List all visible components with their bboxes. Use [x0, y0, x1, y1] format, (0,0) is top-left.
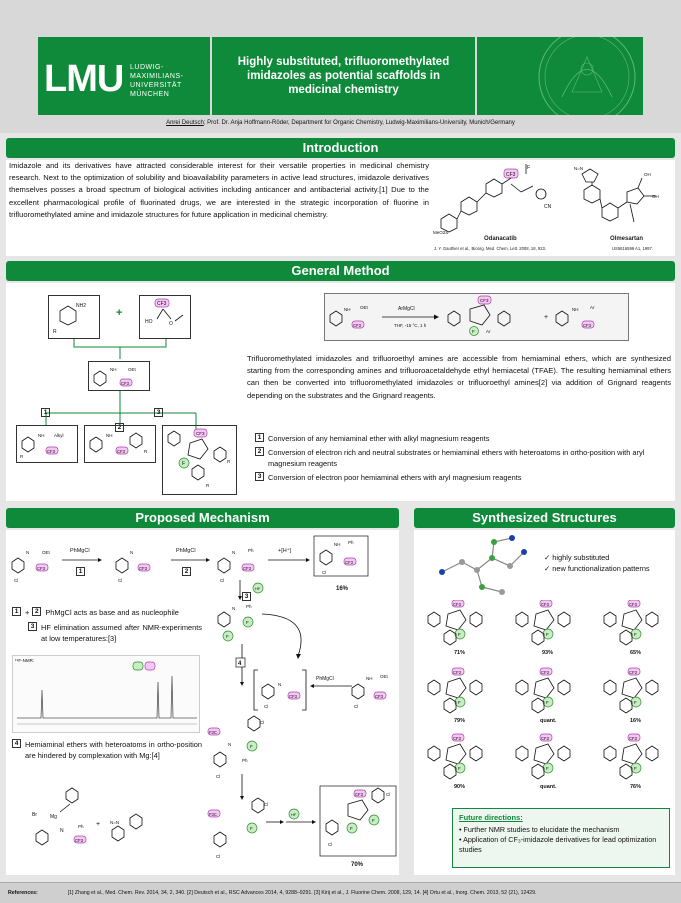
introduction-text: Imidazole and its derivatives have attracted considerable interest for their versatile properties in medicinal chemistry research. Next to the optimization of solubility and bioavailability parameters in active lead structures, imidazole derivatives themselves posses a broad spectrum of biological activities including anticancer and antibacterial activity.[1] Due to the excellent pharmacological profile of fluorinated drugs, we are interested in the strategic incorporation of fluorine in trifluoromethylated amine and imidazole structures for future application in medicinal chemistry. — [9, 161, 429, 219]
svg-text:Cl: Cl — [220, 578, 225, 583]
yield-1: 71% — [454, 650, 466, 656]
svg-text:F: F — [226, 634, 229, 639]
future-directions-box — [452, 808, 670, 868]
svg-text:CF3: CF3 — [121, 381, 129, 386]
synthesized-heading: Synthesized Structures — [414, 508, 675, 528]
step2-num: 2 — [182, 560, 195, 578]
step2-reagent: PhMgCl — [176, 548, 196, 554]
yield-bottom: 70% — [351, 862, 364, 868]
product-aryl-structure — [86, 427, 154, 461]
svg-text:CF3: CF3 — [75, 838, 83, 843]
svg-text:F: F — [458, 632, 461, 637]
svg-text:CF3: CF3 — [375, 694, 383, 699]
poster-title: Highly substituted, trifluoromethylated imidazoles as potential scaffolds in medicinal chemistry — [237, 56, 450, 96]
svg-text:F: F — [250, 826, 253, 831]
svg-text:HF: HF — [291, 812, 297, 817]
svg-text:Cl: Cl — [260, 720, 265, 725]
svg-text:F: F — [527, 165, 531, 171]
synthesized-panel — [414, 530, 675, 875]
product-alkyl-structure — [18, 427, 76, 461]
svg-text:F3C: F3C — [209, 812, 217, 817]
svg-text:CF3: CF3 — [243, 566, 251, 571]
svg-text:+: + — [544, 314, 549, 321]
svg-text:CF3: CF3 — [289, 694, 297, 699]
svg-text:CF3: CF3 — [506, 172, 516, 178]
svg-text:CF3: CF3 — [139, 566, 147, 571]
mechanism-note-1: 1 + 2 PhMgCl acts as base and as nucleophile — [12, 607, 202, 618]
step1-num: 1 — [76, 560, 89, 578]
svg-text:N: N — [228, 742, 232, 747]
svg-text:Cl: Cl — [118, 578, 123, 583]
svg-text:N: N — [60, 828, 64, 834]
yield-4: 79% — [454, 718, 466, 724]
svg-text:Cl: Cl — [354, 704, 359, 709]
svg-text:NH2: NH2 — [76, 303, 87, 309]
svg-text:N=N: N=N — [110, 820, 120, 825]
university-name: LUDWIG- MAXIMILIANS- UNIVERSITÄT MÜNCHEN — [130, 64, 184, 98]
method-item-2: 2 Conversion of electron rich and neutral substrates or hemiaminal ethers with heteroatoms in ortho-position with aryl magnesium reagents — [255, 447, 665, 469]
lmu-logo: LMU — [44, 58, 124, 100]
mechanism-heading: Proposed Mechanism — [6, 508, 399, 528]
mechanism-note-3: 4 Hemiaminal ethers with heteroatoms in ortho-position are hindered by complexation with Mg:[4] — [12, 739, 202, 761]
future-item-2: • Application of CF₃-imidazole derivatives for lead optimization studies — [459, 835, 657, 854]
svg-text:CF3: CF3 — [583, 323, 591, 328]
svg-text:CF3: CF3 — [117, 449, 125, 454]
svg-text:Cl: Cl — [14, 578, 19, 583]
seal-block — [477, 37, 643, 115]
svg-text:OEt: OEt — [128, 367, 136, 372]
svg-text:OH: OH — [644, 172, 651, 177]
reaction-reagent: ArMgCl — [398, 306, 415, 312]
drug1-name: Odanacatib — [484, 236, 517, 242]
svg-text:HF: HF — [255, 586, 261, 591]
svg-text:R: R — [20, 454, 24, 459]
authors-line: Anrei Deutsch; Prof. Dr. Anja Hoffmann-Röder, Department for Organic Chemistry, Ludwig-Maximilians-University, Munich/Germany — [166, 120, 515, 126]
nmr-spectrum — [12, 655, 200, 733]
svg-text:OEt: OEt — [42, 550, 50, 555]
step3-num: 3 — [242, 585, 255, 603]
svg-text:N: N — [232, 606, 236, 611]
path-num-1: 1 — [41, 401, 54, 419]
svg-text:Cl: Cl — [216, 774, 221, 779]
grignard-reaction-scheme — [326, 295, 626, 339]
svg-text:NH: NH — [110, 367, 117, 372]
svg-text:Mg: Mg — [50, 814, 57, 820]
mechanism-panel — [6, 530, 399, 875]
svg-text:Cl: Cl — [216, 854, 221, 859]
svg-text:Cl: Cl — [264, 704, 269, 709]
svg-text:NH: NH — [38, 433, 45, 438]
svg-text:CF3: CF3 — [47, 449, 55, 454]
svg-text:F: F — [182, 461, 186, 467]
yield-8: quant. — [540, 784, 557, 790]
reaction-conditions: THF, -15 °C, 1 h — [394, 323, 427, 328]
svg-text:4: 4 — [238, 661, 242, 667]
svg-text:Ph: Ph — [242, 758, 248, 763]
mechanism-center-column — [202, 596, 398, 874]
drug1-ref: J. Y. Gauthier et al., Bioorg. Med. Chem. Lett. 2008, 18, 923. — [434, 246, 547, 251]
general-method-text: Trifluoromethylated imidazoles and trifluoroethyl amines are accessible from hemiaminal ethers, which are synthesized starting from the corresponding amines and trifluoroacetaldehyde ethyl hemiacetal (TFAE). The resulting hemiaminal ethers can then be converted into trifluoromethylated imidazoles or trifluoroethyl amines[2] via addition of Grignard reagents depending on the substrates and the Grignard reagents. — [247, 354, 671, 400]
svg-text:NH: NH — [572, 307, 579, 312]
olmesartan-structure — [572, 164, 672, 236]
svg-text:+: + — [96, 821, 101, 828]
svg-text:NH: NH — [366, 676, 373, 681]
odanacatib-structure — [431, 164, 556, 234]
nmr-label: ¹⁹F-NMR: — [15, 658, 35, 663]
synth-bullet-1: ✓ highly substituted — [544, 553, 610, 562]
logo-block — [38, 37, 210, 115]
svg-text:NH: NH — [334, 542, 341, 547]
step1-reagent: PhMgCl — [70, 548, 90, 554]
svg-text:Cl: Cl — [322, 570, 327, 575]
drug2-ref: US5616599 A1, 1997. — [612, 246, 653, 251]
svg-text:Cl: Cl — [386, 792, 391, 797]
future-title: Future directions: — [459, 813, 523, 822]
svg-text:Br: Br — [32, 812, 37, 818]
svg-text:CF3: CF3 — [355, 792, 363, 797]
yield-6: 16% — [630, 718, 642, 724]
mg-complex-structure — [16, 784, 196, 856]
title-block — [212, 37, 475, 115]
mechanism-note-2: 3 HF elimination assumed after NMR-experiments at low temperatures:[3] — [28, 622, 202, 644]
svg-text:OH: OH — [652, 194, 659, 199]
yield-7: 90% — [454, 784, 466, 790]
references-bar — [0, 882, 681, 903]
references-label: References: — [8, 890, 38, 896]
drug2-name: Olmesartan — [610, 236, 644, 242]
product-imidazole-structure — [164, 427, 236, 493]
svg-text:OEt: OEt — [360, 305, 368, 310]
proton-label: +[H⁺] — [278, 548, 292, 554]
svg-text:Cl: Cl — [264, 802, 269, 807]
method-item-3: 3 Conversion of electron poor hemiaminal ethers with aryl magnesium reagents — [255, 472, 665, 483]
yield-5: quant. — [540, 718, 557, 724]
svg-text:F: F — [372, 818, 375, 823]
svg-text:N: N — [232, 550, 236, 555]
yield-top: 16% — [336, 586, 349, 592]
yield-3: 65% — [630, 650, 642, 656]
yield-9: 76% — [630, 784, 642, 790]
svg-text:R: R — [53, 329, 57, 335]
introduction-heading: Introduction — [6, 138, 675, 158]
svg-text:HO: HO — [145, 319, 153, 325]
svg-text:NH: NH — [344, 307, 351, 312]
svg-text:CF3: CF3 — [157, 301, 167, 307]
svg-text:CF3: CF3 — [37, 566, 45, 571]
svg-text:R: R — [144, 449, 148, 454]
svg-text:F: F — [250, 744, 253, 749]
future-item-1: • Further NMR studies to elucidate the mechanism — [459, 825, 620, 834]
svg-text:Ph: Ph — [246, 604, 252, 609]
svg-text:CF3: CF3 — [353, 323, 361, 328]
synth-bullets — [544, 552, 650, 574]
svg-text:CN: CN — [544, 204, 552, 210]
svg-text:CF3: CF3 — [196, 431, 205, 436]
svg-text:O: O — [169, 321, 173, 327]
svg-text:CF3: CF3 — [345, 560, 353, 565]
svg-text:OEt: OEt — [380, 674, 388, 679]
nmr-trace — [13, 656, 201, 734]
svg-text:R: R — [227, 459, 231, 464]
svg-text:Ph: Ph — [348, 540, 354, 545]
hemiaminal-structure — [90, 361, 148, 391]
svg-text:MeO2S: MeO2S — [433, 230, 449, 234]
svg-text:NH: NH — [106, 433, 113, 438]
general-method-panel — [6, 283, 675, 501]
svg-text:F: F — [350, 826, 353, 831]
general-method-heading: General Method — [6, 261, 675, 281]
method-item-1: 1 Conversion of any hemiaminal ether with alkyl magnesium reagents — [255, 433, 665, 444]
svg-text:Cl: Cl — [328, 842, 333, 847]
svg-text:Ph: Ph — [78, 824, 84, 829]
svg-text:F3C: F3C — [209, 730, 217, 735]
svg-text:Ph: Ph — [248, 548, 254, 553]
method-list — [255, 433, 665, 483]
svg-text:Ar: Ar — [486, 329, 491, 334]
svg-text:CF3: CF3 — [480, 298, 489, 303]
svg-text:Alkyl: Alkyl — [54, 433, 64, 438]
university-seal-icon — [477, 37, 643, 115]
svg-text:PhMgCl: PhMgCl — [316, 676, 334, 682]
yield-2: 93% — [542, 650, 554, 656]
references-text: [1] Zhang et al., Med. Chem. Rev. 2014, 34, 2, 340. [2] Deutsch et al., RSC Advances 2014, 4, 9288–9291. [3] Kirij et al., J. Fluorine Chem. 2008, 129, 14. [4] Ortu et al., Inorg. Chem. 2013, 52 (21), 12429. — [67, 890, 537, 896]
svg-text:F: F — [472, 329, 475, 334]
svg-text:N: N — [26, 550, 30, 555]
synth-bullet-2: ✓ new functionalization patterns — [544, 564, 650, 573]
plus-sign: + — [116, 307, 123, 319]
crystal-structure-image — [432, 532, 542, 600]
introduction-panel — [6, 160, 675, 256]
svg-text:CF3: CF3 — [453, 602, 461, 607]
structure-grid — [414, 600, 675, 790]
svg-text:R: R — [206, 483, 210, 488]
path-num-2: 2 — [115, 416, 128, 434]
svg-text:F: F — [246, 620, 249, 625]
svg-text:N: N — [278, 682, 282, 687]
path-num-3: 3 — [154, 401, 167, 419]
svg-text:N: N — [130, 550, 134, 555]
svg-text:N=N: N=N — [574, 166, 584, 171]
svg-text:Ar: Ar — [590, 305, 595, 310]
